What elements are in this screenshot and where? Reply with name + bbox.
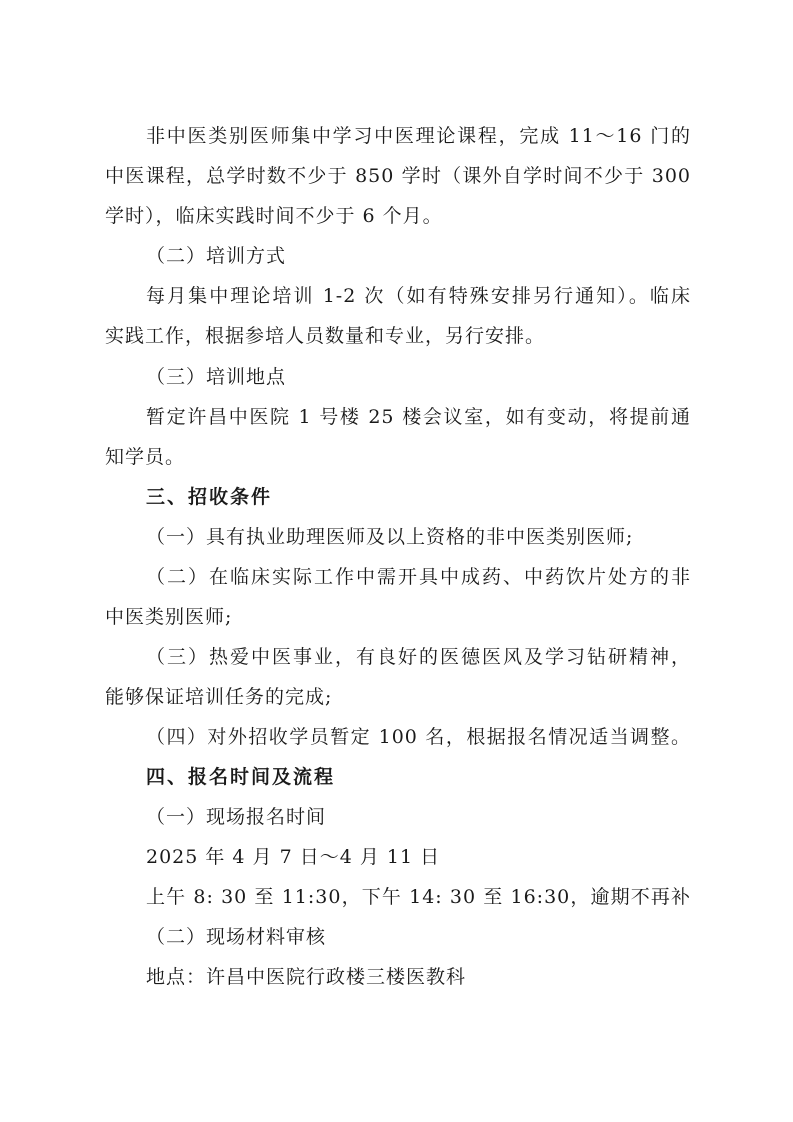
- paragraph-line: 暂定许昌中医院 1 号楼 25 楼会议室，如有变动，将提前通: [146, 406, 691, 428]
- section-subheading: （三）培训地点: [146, 366, 287, 388]
- section-subheading: （二）培训方式: [146, 245, 287, 267]
- paragraph-line: 上午 8: 30 至 11:30，下午 14: 30 至 16:30，逾期不再补: [146, 886, 691, 908]
- list-item: （二）在临床实际工作中需开具中成药、中药饮片处方的非: [146, 566, 691, 588]
- section-subheading: （二）现场材料审核: [146, 926, 327, 948]
- paragraph-line: 中医课程，总学时数不少于 850 学时（课外自学时间不少于 300: [105, 165, 691, 187]
- paragraph-line: 每月集中理论培训 1-2 次（如有特殊安排另行通知）。临床: [146, 285, 691, 307]
- list-item-continuation: 中医类别医师;: [105, 606, 233, 628]
- paragraph-line: 2025 年 4 月 7 日～4 月 11 日: [146, 846, 441, 868]
- paragraph-line: 非中医类别医师集中学习中医理论课程，完成 11～16 门的: [146, 125, 691, 147]
- section-heading: 三、招收条件: [146, 486, 273, 508]
- list-item: （一）具有执业助理医师及以上资格的非中医类别医师;: [146, 526, 634, 548]
- section-heading: 四、报名时间及流程: [146, 766, 336, 788]
- list-item: （三）热爱中医事业，有良好的医德医风及学习钻研精神，: [146, 646, 691, 668]
- list-item-continuation: 能够保证培训任务的完成;: [105, 686, 333, 708]
- paragraph-line: 知学员。: [105, 446, 186, 468]
- section-subheading: （一）现场报名时间: [146, 806, 327, 828]
- paragraph-line: 学时），临床实践时间不少于 6 个月。: [105, 205, 443, 227]
- paragraph-line: 实践工作，根据参培人员数量和专业，另行安排。: [105, 325, 546, 347]
- paragraph-line: 地点：许昌中医院行政楼三楼医教科: [146, 966, 467, 988]
- list-item: （四）对外招收学员暂定 100 名，根据报名情况适当调整。: [146, 726, 691, 748]
